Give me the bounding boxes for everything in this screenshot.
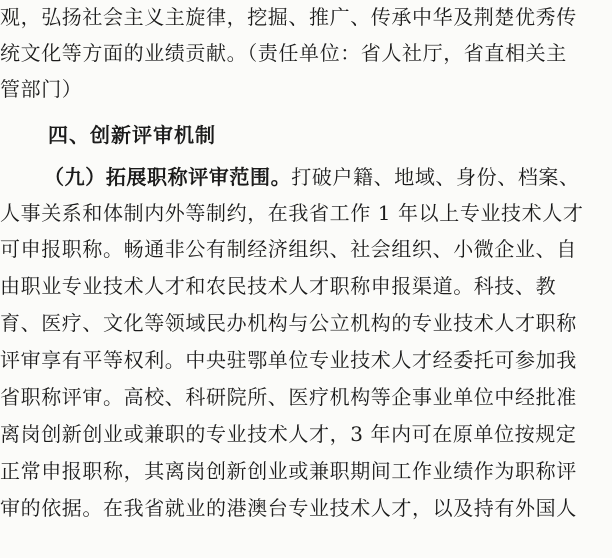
first-line-rest: 打破户籍、地域、身份、档案、 xyxy=(291,165,580,189)
item-number: （九） xyxy=(44,165,106,189)
intro-line-2: 统文化等方面的业绩贡献。（责任单位：省人社厅，省直相关主 xyxy=(0,41,567,65)
item-title: 拓展职称评审范围。 xyxy=(105,165,292,189)
intro-line-1: 观，弘扬社会主义主旋律，挖掘、推广、传承中华及荆楚优秀传 xyxy=(0,5,577,29)
paragraph-line: 育、医疗、文化等领域民办机构与公立机构的专业技术人才职称 xyxy=(0,311,577,335)
paragraph-line: 审的依据。在我省就业的港澳台专业技术人才，以及持有外国人 xyxy=(0,496,577,520)
paragraph-line: 省职称评审。高校、科研院所、医疗机构等企事业单位中经批准 xyxy=(0,385,577,409)
paragraph-line: 正常申报职称，其离岗创新创业或兼职期间工作业绩作为职称评 xyxy=(0,459,577,483)
paragraph-line: 人事关系和体制内外等制约，在我省工作 1 年以上专业技术人才 xyxy=(0,201,584,225)
section-heading: 四、创新评审机制 xyxy=(48,123,216,147)
paragraph-line: 离岗创新创业或兼职的专业技术人才，3 年内可在原单位按规定 xyxy=(0,422,577,446)
paragraph-line: 可申报职称。畅通非公有制经济组织、社会组织、小微企业、自 xyxy=(0,237,577,261)
paragraph-line: 评审享有平等权利。中央驻鄂单位专业技术人才经委托可参加我 xyxy=(0,348,577,372)
paragraph-first-line xyxy=(44,160,612,194)
intro-line-3: 管部门） xyxy=(0,77,83,101)
paragraph-line: 由职业专业技术人才和农民技术人才职称申报渠道。科技、教 xyxy=(0,274,557,298)
